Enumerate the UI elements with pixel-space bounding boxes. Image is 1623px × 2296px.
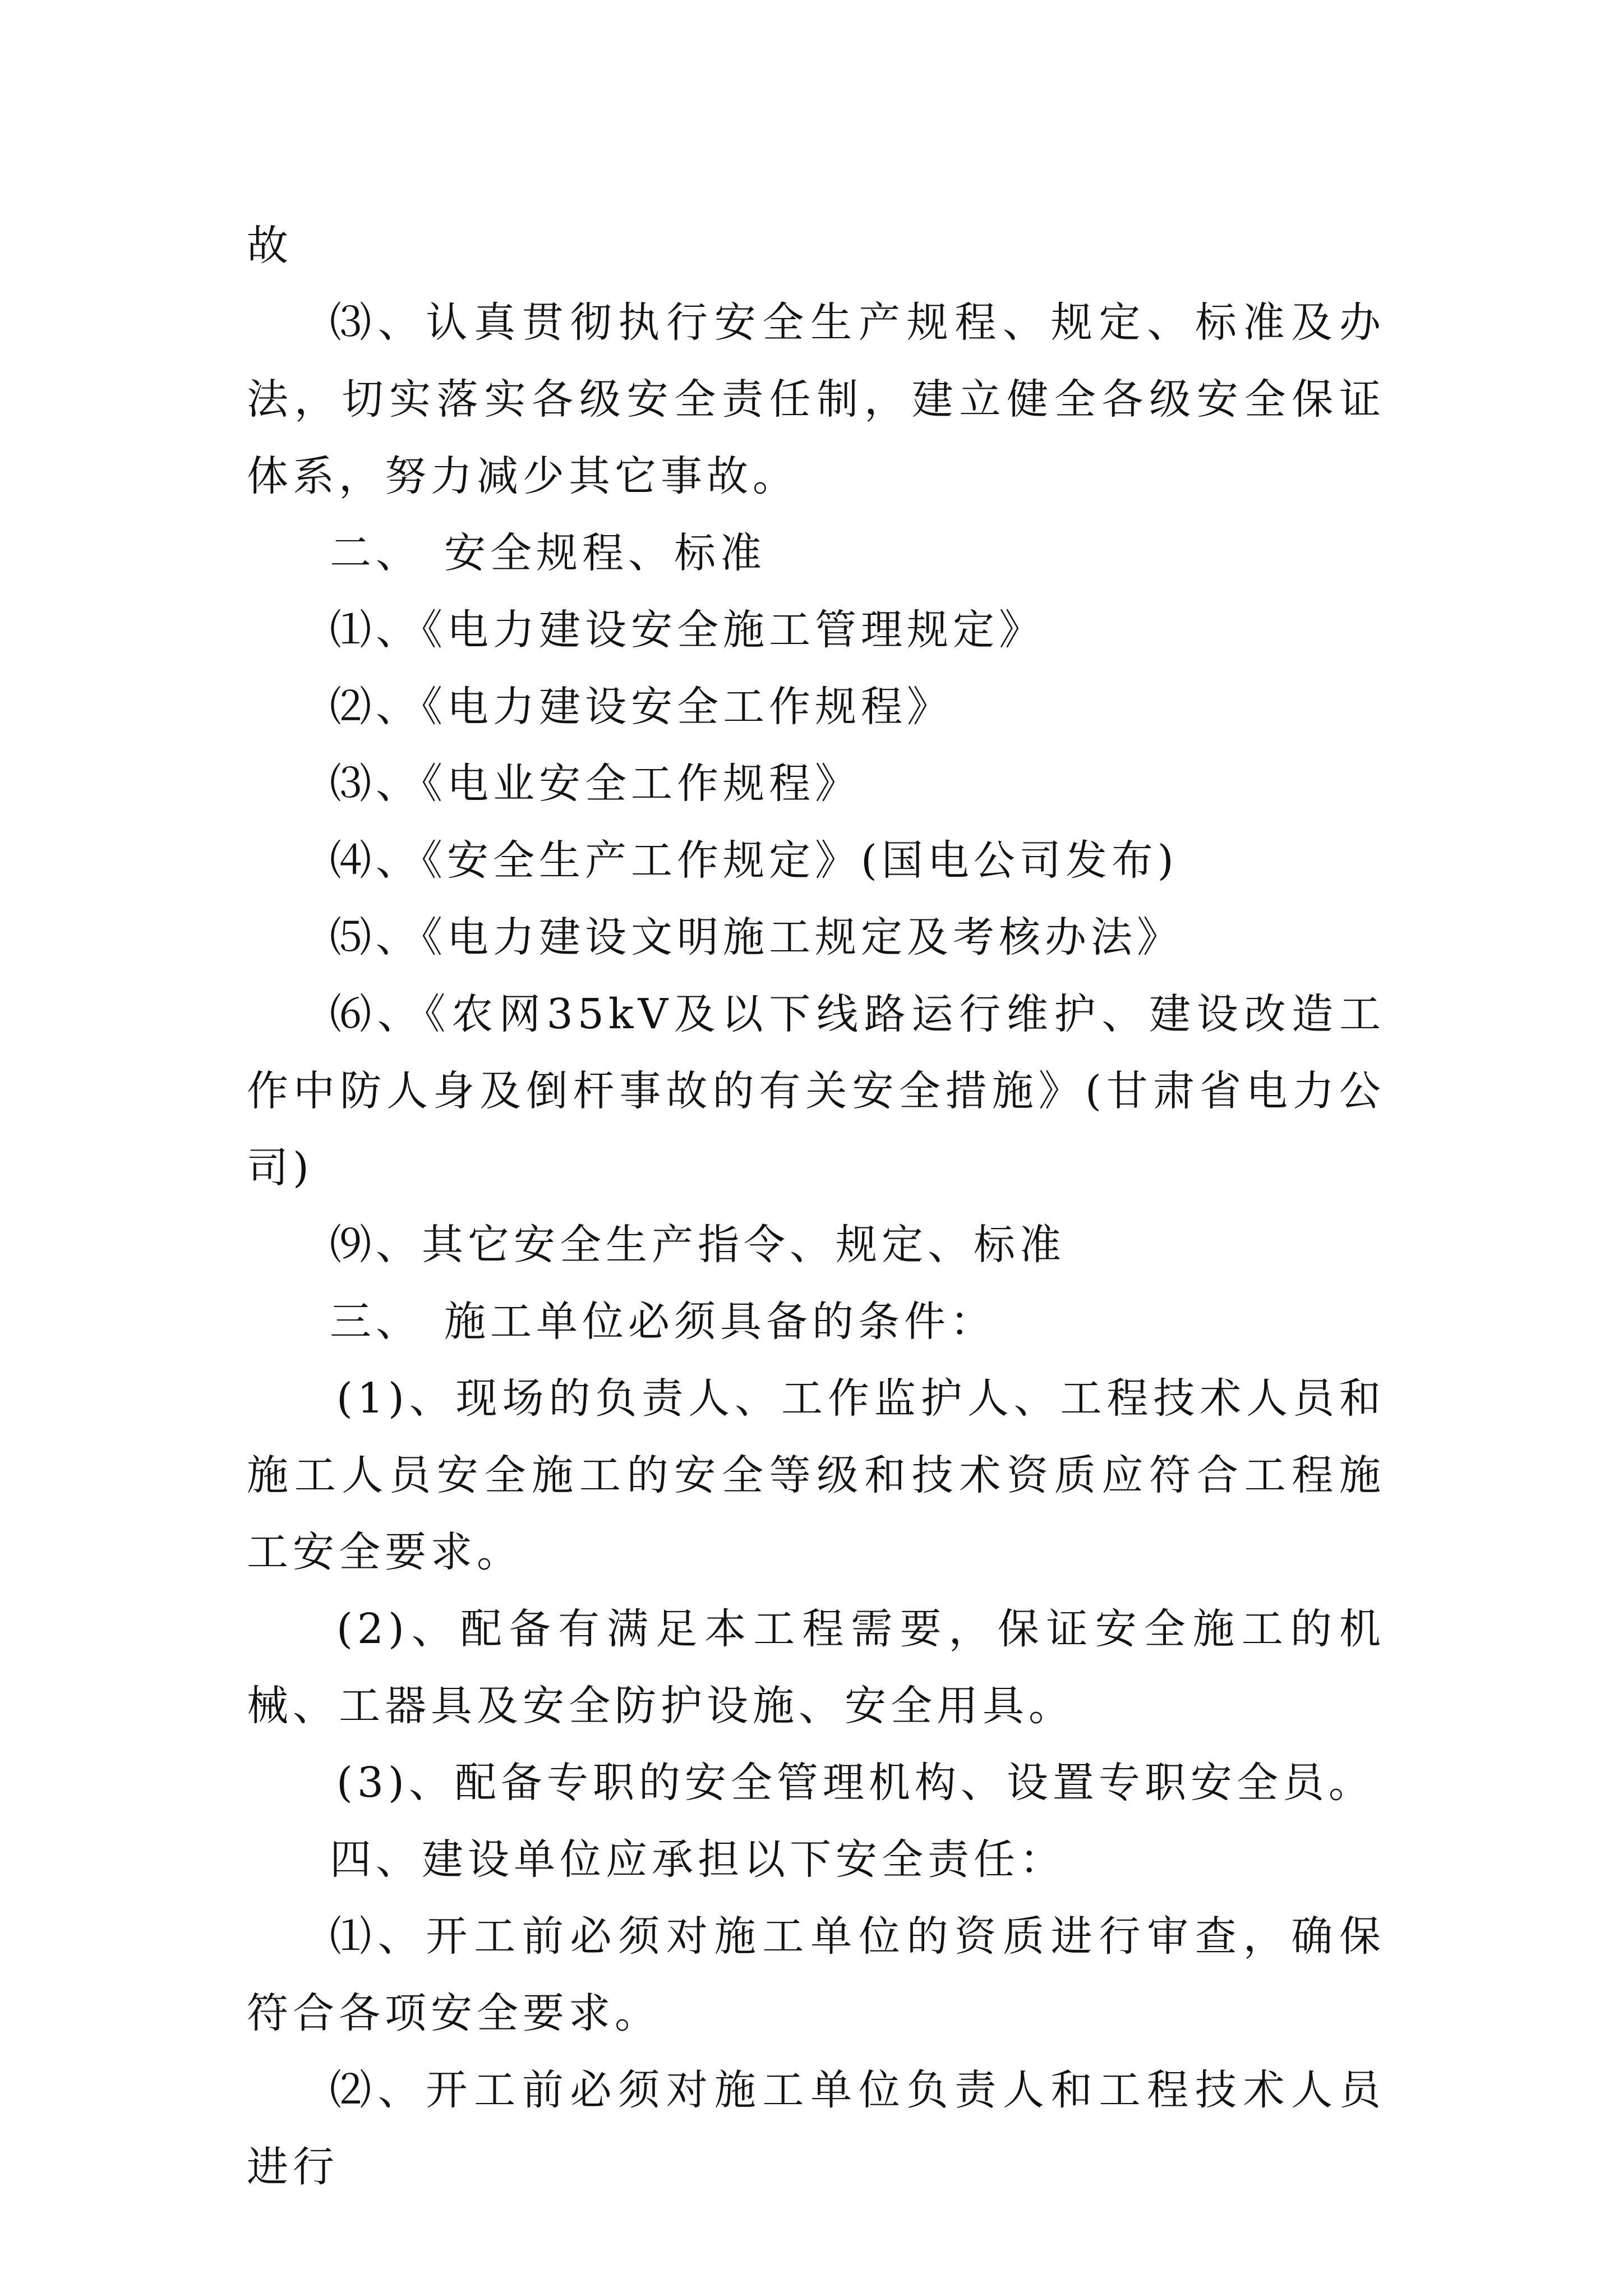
responsibility-item-1: ⑴、开工前必须对施工单位的资质进行审查，确保符合各项安全要求。 [247, 1912, 1385, 2037]
section-heading-4: 四、建设单位应承担以下安全责任： [330, 1835, 1066, 1884]
regulation-item-6: ⑹、《农网35kV及以下线路运行维护、建设改造工作中防人身及倒杆事故的有关安全措施》(甘肃省电力公司) [247, 990, 1385, 1192]
regulation-item-4: ⑷、《安全生产工作规定》(国电公司发布) [330, 836, 1178, 885]
condition-item-1: (1)、现场的负责人、工作监护人、工程技术人员和施工人员安全施工的安全等级和技术资质应符合工程施工安全要求。 [247, 1374, 1385, 1576]
section-heading-2 [247, 515, 1385, 592]
paragraph-continuation: 故 [247, 222, 293, 270]
section-heading-2-number: 二、 [330, 529, 422, 577]
regulation-item-3: ⑶、《电业安全工作规程》 [330, 760, 861, 808]
paragraph-item-3: ⑶、认真贯彻执行安全生产规程、规定、标准及办法，切实落实各级安全责任制，建立健全各级安全保证体系，努力减少其它事故。 [247, 298, 1385, 500]
responsibility-item-2: ⑵、开工前必须对施工单位负责人和工程技术人员进行 [247, 2066, 1385, 2191]
regulation-item-1: ⑴、《电力建设安全施工管理规定》 [330, 606, 1045, 654]
section-heading-3 [247, 1283, 1385, 1360]
regulation-item-5: ⑸、《电力建设文明施工规定及考核办法》 [330, 913, 1183, 961]
condition-item-3: (3)、配备专职的安全管理机构、设置专职安全员。 [336, 1759, 1375, 1807]
regulation-item-9: ⑼、其它安全生产指令、规定、标准 [330, 1221, 1066, 1269]
condition-item-2: (2)、配备有满足本工程需要，保证安全施工的机械、工器具及安全防护设施、安全用具。 [247, 1605, 1385, 1730]
regulation-item-2: ⑵、《电力建设安全工作规程》 [330, 683, 953, 731]
document-body [247, 208, 1385, 2206]
section-heading-3-number: 三、 [330, 1297, 422, 1346]
section-heading-2-title: 安全规程、标准 [444, 529, 766, 577]
section-heading-3-title: 施工单位必须具备的条件： [444, 1297, 996, 1346]
